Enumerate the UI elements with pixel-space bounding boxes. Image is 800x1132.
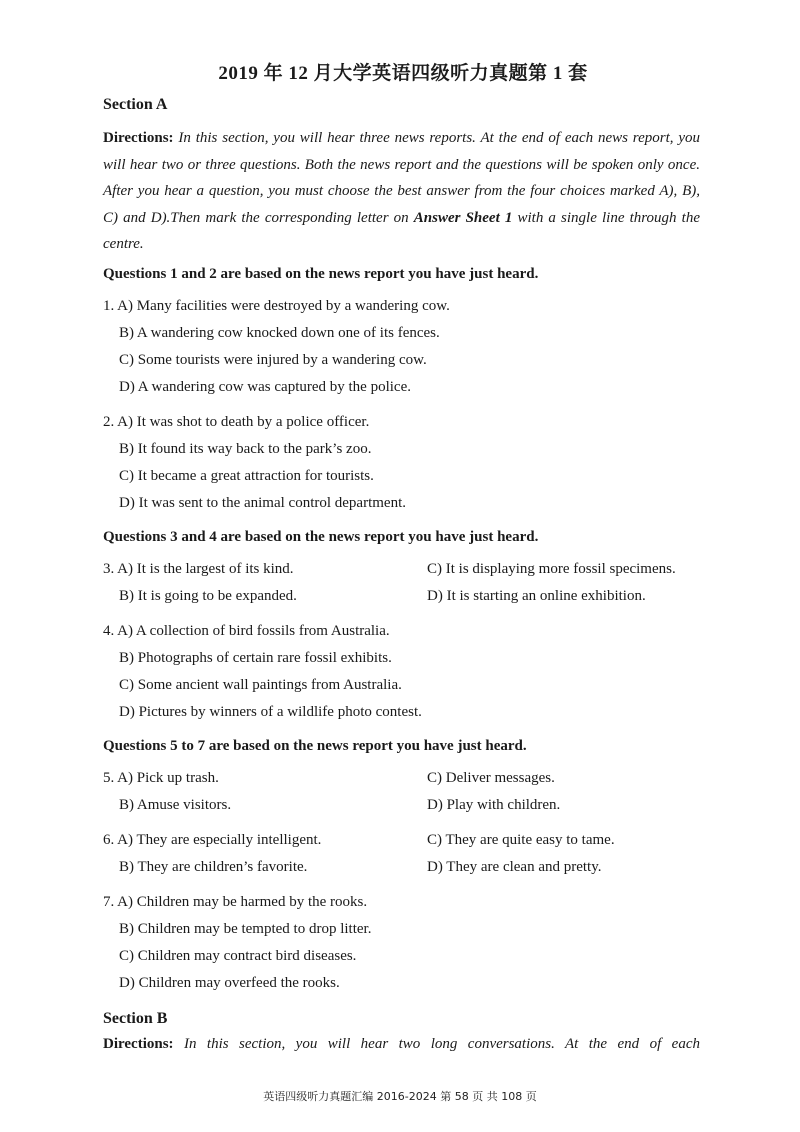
- q3-option-a: 3. A) It is the largest of its kind.: [103, 561, 294, 577]
- q5-option-c: C) Deliver messages.: [427, 770, 555, 786]
- q2-option-d: D) It was sent to the animal control department.: [119, 495, 406, 511]
- q6-option-d: D) They are clean and pretty.: [427, 859, 602, 875]
- question-group-heading: Questions 1 and 2 are based on the news report you have just heard.: [103, 266, 539, 282]
- q2-option-a: 2. A) It was shot to death by a police officer.: [103, 414, 370, 430]
- question-group-heading: Questions 3 and 4 are based on the news report you have just heard.: [103, 529, 539, 545]
- q5-option-d: D) Play with children.: [427, 797, 561, 813]
- section-a-directions: [103, 125, 700, 258]
- q7-option-c: C) Children may contract bird diseases.: [119, 948, 357, 964]
- section-b-heading: Section B: [103, 1010, 168, 1027]
- q7-option-b: B) Children may be tempted to drop litter.: [119, 921, 372, 937]
- q3-option-c: C) It is displaying more fossil specimens.: [427, 561, 676, 577]
- q4-option-c: C) Some ancient wall paintings from Australia.: [119, 677, 402, 693]
- q7-option-d: D) Children may overfeed the rooks.: [119, 975, 340, 991]
- directions-text: In this section, you will hear two long conversations. At the end of each: [183, 1036, 700, 1052]
- q5-option-a: 5. A) Pick up trash.: [103, 770, 219, 786]
- q1-option-a: 1. A) Many facilities were destroyed by a wandering cow.: [103, 298, 450, 314]
- q5-option-b: B) Amuse visitors.: [119, 797, 232, 813]
- directions-text-end: with a single line through the centre.: [103, 209, 700, 253]
- q6-option-c: C) They are quite easy to tame.: [427, 832, 615, 848]
- q2-option-c: C) It became a great attraction for tourists.: [119, 468, 374, 484]
- q3-option-d: D) It is starting an online exhibition.: [427, 588, 646, 604]
- question-group-heading: Questions 5 to 7 are based on the news report you have just heard.: [103, 738, 527, 754]
- q1-option-d: D) A wandering cow was captured by the police.: [119, 379, 411, 395]
- q6-option-b: B) They are children’s favorite.: [119, 859, 308, 875]
- directions-label: Directions:: [103, 1036, 174, 1052]
- directions-text: In this section, you will hear three news reports. At the end of each news report, you will hear two or three questions. Both the news report and the questions will be spoken only once. After you hear a question, you must choose the best answer from the four choices marked A), B), C) and D).Then mark the corresponding letter on: [103, 130, 700, 226]
- q4-option-a: 4. A) A collection of bird fossils from Australia.: [103, 623, 390, 639]
- q4-option-b: B) Photographs of certain rare fossil exhibits.: [119, 650, 392, 666]
- page-title: 2019 年 12 月大学英语四级听力真题第 1 套: [218, 63, 588, 84]
- section-b-directions: [103, 1036, 700, 1053]
- answer-sheet-emphasis: Answer Sheet 1: [413, 209, 513, 226]
- q6-option-a: 6. A) They are especially intelligent.: [103, 832, 322, 848]
- page-footer: 英语四级听力真题汇编 2016-2024 第 58 页 共 108 页: [263, 1090, 537, 1103]
- directions-label: Directions:: [103, 130, 174, 146]
- q1-option-b: B) A wandering cow knocked down one of its fences.: [119, 325, 440, 341]
- section-a-heading: Section A: [103, 96, 168, 113]
- q4-option-d: D) Pictures by winners of a wildlife photo contest.: [119, 704, 422, 720]
- q1-option-c: C) Some tourists were injured by a wandering cow.: [119, 352, 427, 368]
- q7-option-a: 7. A) Children may be harmed by the rooks.: [103, 894, 368, 910]
- q2-option-b: B) It found its way back to the park’s zoo.: [119, 441, 372, 457]
- q3-option-b: B) It is going to be expanded.: [119, 588, 297, 604]
